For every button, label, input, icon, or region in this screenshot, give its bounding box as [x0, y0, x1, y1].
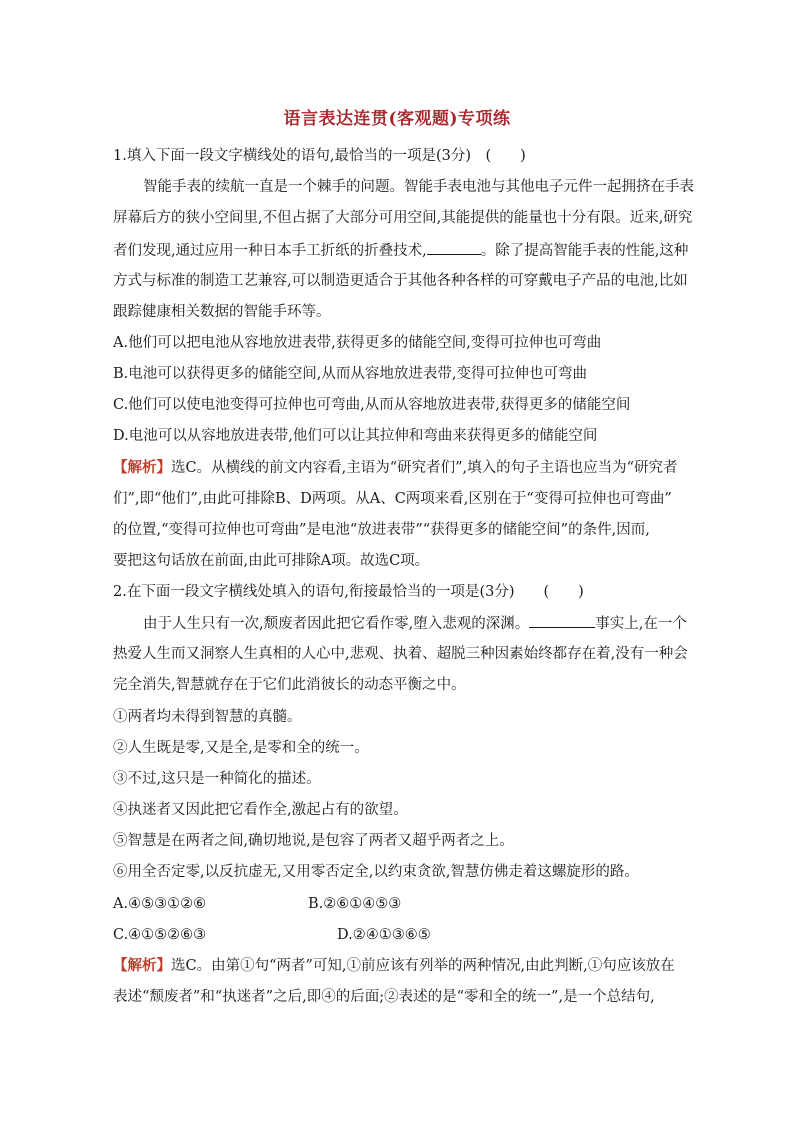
q1-option-b: B.电池可以获得更多的储能空间,从而从容地放进表带,变得可拉伸也可弯曲: [113, 366, 587, 382]
q1-analysis-line: [113, 458, 693, 478]
analysis-label: 【解析】: [113, 459, 171, 476]
q1-passage-line: 屏幕后方的狭小空间里,不但占据了大部分可用空间,其能提供的能量也十分有限。近来,研究: [113, 210, 693, 226]
analysis-label: 【解析】: [113, 957, 171, 974]
q2-analysis-line: 表述“颓废者”和“执迷者”之后,即④的后面;②表述的是“零和全的统一”,是一个总结句,: [113, 989, 655, 1005]
q1-passage-line: [113, 240, 693, 261]
q2-analysis-text: 选C。由第①句“两者”可知,①前应该有列举的两种情况,由此判断,①句应该放在: [171, 958, 675, 974]
q2-option-b: B.②⑥①④⑤③: [308, 896, 402, 912]
q1-analysis-line: 们”,即“他们”,由此可排除B、D两项。从A、C两项来看,区别在于“变得可拉伸也可弯曲”: [113, 491, 672, 507]
q2-passage-text: 由于人生只有一次,颓废者因此把它看作零,堕入悲观的深渊。: [143, 616, 530, 632]
document-title: 语言表达连贯(客观题)专项练: [283, 109, 511, 129]
q2-passage-line: 热爱人生而又洞察人生真相的人心中,悲观、执着、超脱三种因素始终都存在着,没有一种会: [113, 646, 688, 662]
q2-sentence: ②人生既是零,又是全,是零和全的统一。: [113, 740, 369, 756]
q1-analysis-line: 的位置,“变得可拉伸也可弯曲”是电池“放进表带”“获得更多的储能空间”的条件,因而,: [113, 522, 650, 538]
q2-option-a: A.④⑤③①②⑥: [113, 896, 207, 912]
q2-passage-text: 事实上,在一个: [595, 616, 687, 632]
q2-sentence: ④执迷者又因此把它看作全,激起占有的欲望。: [113, 802, 408, 818]
q1-option-d: D.电池可以从容地放进表带,他们可以让其拉伸和弯曲来获得更多的储能空间: [113, 428, 598, 444]
q2-sentence: ⑤智慧是在两者之间,确切地说,是包容了两者又超乎两者之上。: [113, 833, 514, 849]
q2-passage-line: 完全消失,智慧就存在于它们此消彼长的动态平衡之中。: [113, 677, 466, 693]
q1-passage-line: 跟踪健康相关数据的智能手环等。: [113, 304, 331, 320]
q1-option-a: A.他们可以把电池从容地放进表带,获得更多的储能空间,变得可拉伸也可弯曲: [113, 335, 602, 351]
q1-passage-text: 者们发现,通过应用一种日本手工折纸的折叠技术,: [113, 243, 427, 259]
q2-analysis-line: [113, 956, 693, 976]
q1-passage-text: 。除了提高智能手表的性能,这种: [480, 243, 689, 259]
q1-passage-line: 方式与标准的制造工艺兼容,可以制造更适合于其他各种各样的可穿戴电子产品的电池,比如: [113, 273, 688, 289]
q2-option-c: C.④①⑤②⑥③: [113, 927, 207, 943]
q2-sentence: ③不过,这只是一种简化的描述。: [113, 771, 321, 787]
fill-in-blank: [427, 240, 481, 255]
fill-in-blank: [529, 613, 595, 628]
q2-option-d: D.②④①③⑥⑤: [337, 927, 431, 943]
q1-option-c: C.他们可以使电池变得可拉伸也可弯曲,从而从容地放进表带,获得更多的储能空间: [113, 397, 631, 413]
q2-sentence: ⑥用全否定零,以反抗虚无,又用零否定全,以约束贪欲,智慧仿佛走着这螺旋形的路。: [113, 864, 639, 880]
q1-passage-line: 智能手表的续航一直是一个棘手的问题。智能手表电池与其他电子元件一起拥挤在手表: [143, 179, 694, 195]
q1-analysis-text: 选C。从横线的前文内容看,主语为“研究者们”,填入的句子主语也应当为“研究者: [171, 460, 678, 476]
q2-passage-line: [143, 613, 693, 634]
question-2-stem: 2.在下面一段文字横线处填入的语句,衔接最恰当的一项是(3分) ( ): [113, 584, 584, 600]
q2-sentence: ①两者均未得到智慧的真髓。: [113, 709, 302, 725]
question-1-stem: 1.填入下面一段文字横线处的语句,最恰当的一项是(3分) ( ): [113, 148, 526, 164]
q1-analysis-line: 要把这句话放在前面,由此可排除A项。故选C项。: [113, 553, 430, 569]
